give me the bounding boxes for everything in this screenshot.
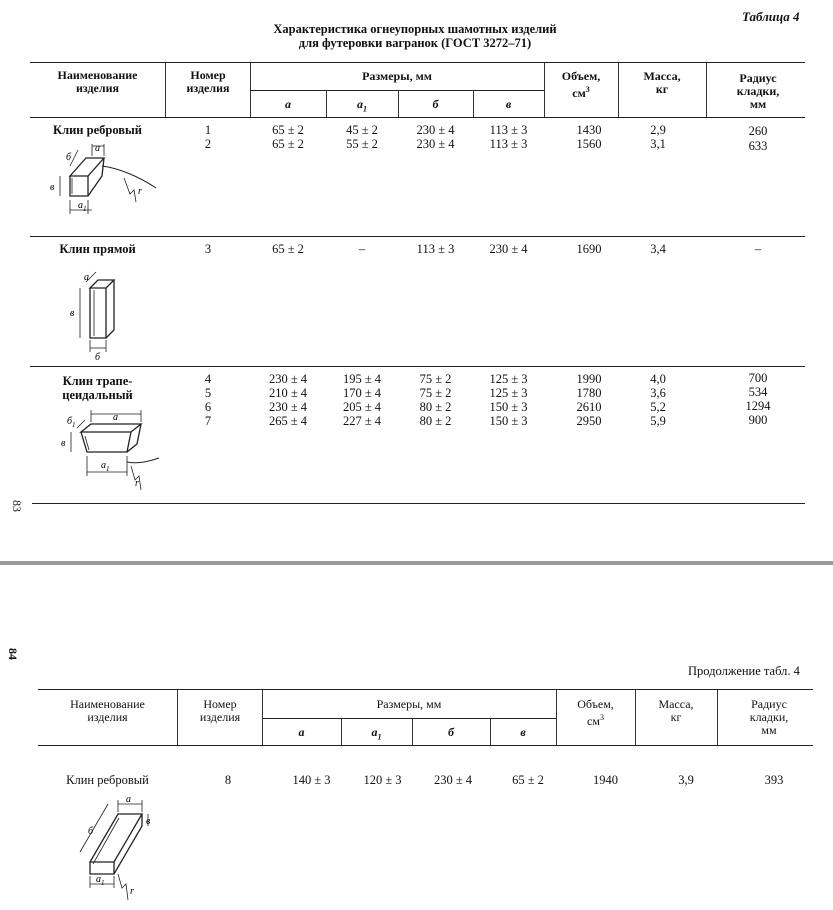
fig-label-a: а (126, 794, 131, 805)
table-title-line1: Характеристика огнеупорных шамотных изделий (273, 22, 557, 36)
cell-volume: 1780 (576, 386, 602, 400)
cell-volume: 1430 (576, 123, 602, 137)
cell-mass: 3,1 (650, 137, 666, 151)
fig-label-b (67, 416, 76, 429)
group-name-trapezoid-wedge-l1: Клин трапе- (62, 374, 133, 388)
p2-header-dim-a: а (298, 725, 305, 739)
header-dim-a1-letter: а (357, 97, 363, 111)
fig-label-a: а (84, 272, 89, 283)
p2-header-dim-a1-letter: а (371, 725, 378, 739)
cell-volume: 1690 (576, 242, 602, 256)
header-top-rule (30, 62, 805, 63)
group-separator (30, 236, 805, 237)
cell-num: 8 (224, 773, 232, 787)
header-dim-a1 (326, 98, 398, 115)
fig-label-r: r (130, 886, 134, 897)
cell-mass: 4,0 (650, 372, 666, 386)
rib-wedge-diagram (48, 138, 158, 220)
p2-header-volume (556, 698, 635, 728)
header-volume-sup: 3 (585, 85, 590, 94)
cell-v: 125 ± 3 (489, 386, 528, 400)
fig-label-v: в (61, 438, 66, 449)
p2-header-dimensions: Размеры, мм (376, 697, 442, 711)
p2-header-dim-a1 (341, 726, 412, 743)
cell-b: 80 ± 2 (419, 414, 452, 428)
cell-b: 75 ± 2 (419, 386, 452, 400)
cell-a: 140 ± 3 (292, 773, 331, 787)
header-radius (706, 72, 810, 111)
cell-b: 230 ± 4 (416, 137, 455, 151)
cell-v: 230 ± 4 (489, 242, 528, 256)
fig-label-v: в (50, 182, 55, 193)
cell-radius: – (754, 242, 762, 256)
fig-label-v: в (70, 308, 75, 319)
p2-header-bottom-rule (38, 745, 813, 746)
header-volume-l1: Объем, (561, 69, 601, 83)
fig-label-a: а (95, 143, 100, 154)
cell-volume: 2950 (576, 414, 602, 428)
header-dim-v: в (505, 97, 512, 111)
header-dim-b: б (432, 97, 439, 111)
header-number (166, 69, 250, 95)
fig-label-r: r (138, 186, 142, 197)
header-radius-l1: Радиус (739, 71, 777, 85)
p2-header-radius-l2: кладки, (749, 710, 789, 724)
cell-radius: 700 (748, 371, 768, 385)
p2-header-name-l1: Наименование (70, 697, 145, 711)
fig-label-b: б (95, 352, 101, 363)
header-number-l1: Номер (190, 68, 226, 82)
cell-mass: 3,4 (650, 242, 666, 256)
cell-radius: 393 (764, 773, 784, 787)
cell-volume: 1940 (593, 773, 618, 787)
fig-label-a1-sub: 1 (101, 879, 105, 887)
rib-wedge-diagram-8 (60, 790, 170, 905)
header-name-l1: Наименование (57, 68, 138, 82)
header-number-l2: изделия (186, 81, 230, 95)
p2-header-volume-sup: 3 (599, 713, 604, 722)
cell-name: Клин ребровый (66, 773, 149, 787)
table-title-line2: для футеровки вагранок (ГОСТ 3272–71) (298, 36, 532, 50)
cell-a1: 55 ± 2 (346, 137, 378, 151)
header-volume (544, 70, 618, 100)
cell-a: 230 ± 4 (268, 372, 308, 386)
cell-a: 65 ± 2 (272, 242, 304, 256)
p2-header-dim-v: в (520, 725, 526, 739)
cell-a1: 45 ± 2 (346, 123, 378, 137)
cell-volume: 2610 (576, 400, 602, 414)
cell-a: 210 ± 4 (268, 386, 308, 400)
cell-volume: 1560 (576, 137, 602, 151)
p2-header-number-l2: изделия (199, 710, 241, 724)
p2-header-mass-l1: Масса, (658, 697, 694, 711)
page-number-84: 84 (6, 648, 20, 660)
header-mass (618, 70, 706, 96)
fig-label-a1-letter: а (101, 460, 106, 471)
cell-radius: 900 (748, 413, 768, 427)
cell-a1: 120 ± 3 (363, 773, 402, 787)
p2-header-volume-unit: см (587, 714, 600, 728)
continuation-label: Продолжение табл. 4 (688, 664, 800, 678)
cell-a1: – (358, 242, 366, 256)
cell-b: 80 ± 2 (419, 400, 452, 414)
cell-mass: 2,9 (650, 123, 666, 137)
table-label: Таблица 4 (742, 9, 800, 24)
page-number-83: 83 (10, 500, 24, 512)
fig-label-a1-sub: 1 (106, 465, 110, 473)
p2-header-mass (635, 698, 717, 724)
fig-label-a1 (96, 874, 105, 887)
cell-b: 75 ± 2 (419, 372, 452, 386)
header-mass-l2: кг (655, 82, 669, 96)
p2-header-top-rule (38, 689, 813, 690)
cell-a1: 195 ± 4 (342, 372, 382, 386)
cell-v: 113 ± 3 (489, 123, 528, 137)
p2-header-dim-b: б (448, 725, 454, 739)
p2-dims-subheader-rule (262, 718, 556, 719)
fig-label-a: а (113, 412, 118, 423)
straight-wedge-diagram (62, 268, 132, 366)
cell-radius: 534 (748, 385, 768, 399)
cell-a: 230 ± 4 (268, 400, 308, 414)
group-separator (30, 366, 805, 367)
header-radius-l3: мм (749, 97, 767, 111)
cell-num: 4 (204, 372, 212, 386)
group-name-straight-wedge: Клин прямой (59, 242, 136, 256)
cell-v: 113 ± 3 (489, 137, 528, 151)
cell-mass: 3,6 (650, 386, 666, 400)
fig-label-b: б (88, 826, 94, 837)
header-volume-l2 (544, 83, 618, 100)
cell-radius: 1294 (745, 399, 771, 413)
cell-a1: 205 ± 4 (342, 400, 382, 414)
cell-num: 7 (204, 414, 212, 428)
cell-num: 3 (204, 242, 212, 256)
cell-radius: 633 (748, 139, 768, 153)
group-name-rib-wedge: Клин ребровый (53, 123, 142, 137)
table-bottom-rule (32, 503, 805, 504)
fig-label-v: в (146, 816, 151, 827)
fig-label-a1 (101, 460, 110, 473)
p2-header-dim-a1-sub: 1 (377, 732, 382, 742)
header-dimensions: Размеры, мм (362, 69, 432, 83)
header-dim-a: а (285, 97, 291, 111)
fig-label-b-letter: б (67, 416, 73, 427)
cell-mass: 3,9 (678, 773, 694, 787)
cell-num: 2 (204, 137, 212, 151)
p2-header-volume-l1: Объем, (577, 697, 614, 711)
group-name-trapezoid-wedge-l2: цеидальный (62, 388, 133, 402)
p2-header-number-l1: Номер (203, 697, 237, 711)
header-name-l2: изделия (75, 81, 120, 95)
p2-header-number (178, 698, 262, 724)
p2-header-volume-l2 (556, 711, 635, 728)
fig-label-r: r (135, 478, 139, 489)
p2-header-name-l2: изделия (87, 710, 128, 724)
p2-header-radius-l3: мм (761, 723, 777, 737)
cell-v: 150 ± 3 (489, 400, 528, 414)
cell-a: 265 ± 4 (268, 414, 308, 428)
fig-label-a1-letter: а (96, 874, 101, 885)
cell-b: 230 ± 4 (433, 773, 473, 787)
cell-num: 5 (204, 386, 212, 400)
fig-label-a1-sub: 1 (83, 205, 87, 213)
p2-header-radius-l1: Радиус (751, 697, 787, 711)
header-mass-l1: Масса, (643, 69, 681, 83)
p2-header-mass-l2: кг (670, 710, 682, 724)
cell-a: 65 ± 2 (272, 123, 304, 137)
fig-label-a1 (78, 200, 87, 213)
cell-num: 1 (204, 123, 212, 137)
header-name (30, 69, 165, 95)
cell-b: 230 ± 4 (416, 123, 455, 137)
cell-mass: 5,2 (650, 400, 666, 414)
dims-subheader-rule (250, 90, 544, 91)
cell-num: 6 (204, 400, 212, 414)
cell-v: 150 ± 3 (489, 414, 528, 428)
header-dim-a1-sub: 1 (363, 104, 367, 114)
p2-header-radius (717, 698, 821, 737)
header-bottom-rule (30, 117, 805, 118)
cell-v: 65 ± 2 (512, 773, 544, 787)
header-radius-l2: кладки, (736, 84, 780, 98)
cell-mass: 5,9 (650, 414, 666, 428)
page-separator (0, 561, 833, 565)
cell-volume: 1990 (576, 372, 602, 386)
header-volume-unit: см (572, 86, 586, 100)
cell-b: 113 ± 3 (416, 242, 455, 256)
trapezoid-wedge-diagram (55, 406, 165, 496)
p2-header-name (38, 698, 177, 724)
cell-radius: 260 (748, 124, 768, 138)
fig-label-a1-letter: а (78, 200, 83, 211)
cell-a1: 227 ± 4 (342, 414, 382, 428)
fig-label-b-sub: 1 (72, 421, 76, 429)
cell-a: 65 ± 2 (272, 137, 304, 151)
fig-label-b: б (66, 152, 72, 163)
cell-a1: 170 ± 4 (342, 386, 382, 400)
cell-v: 125 ± 3 (489, 372, 528, 386)
